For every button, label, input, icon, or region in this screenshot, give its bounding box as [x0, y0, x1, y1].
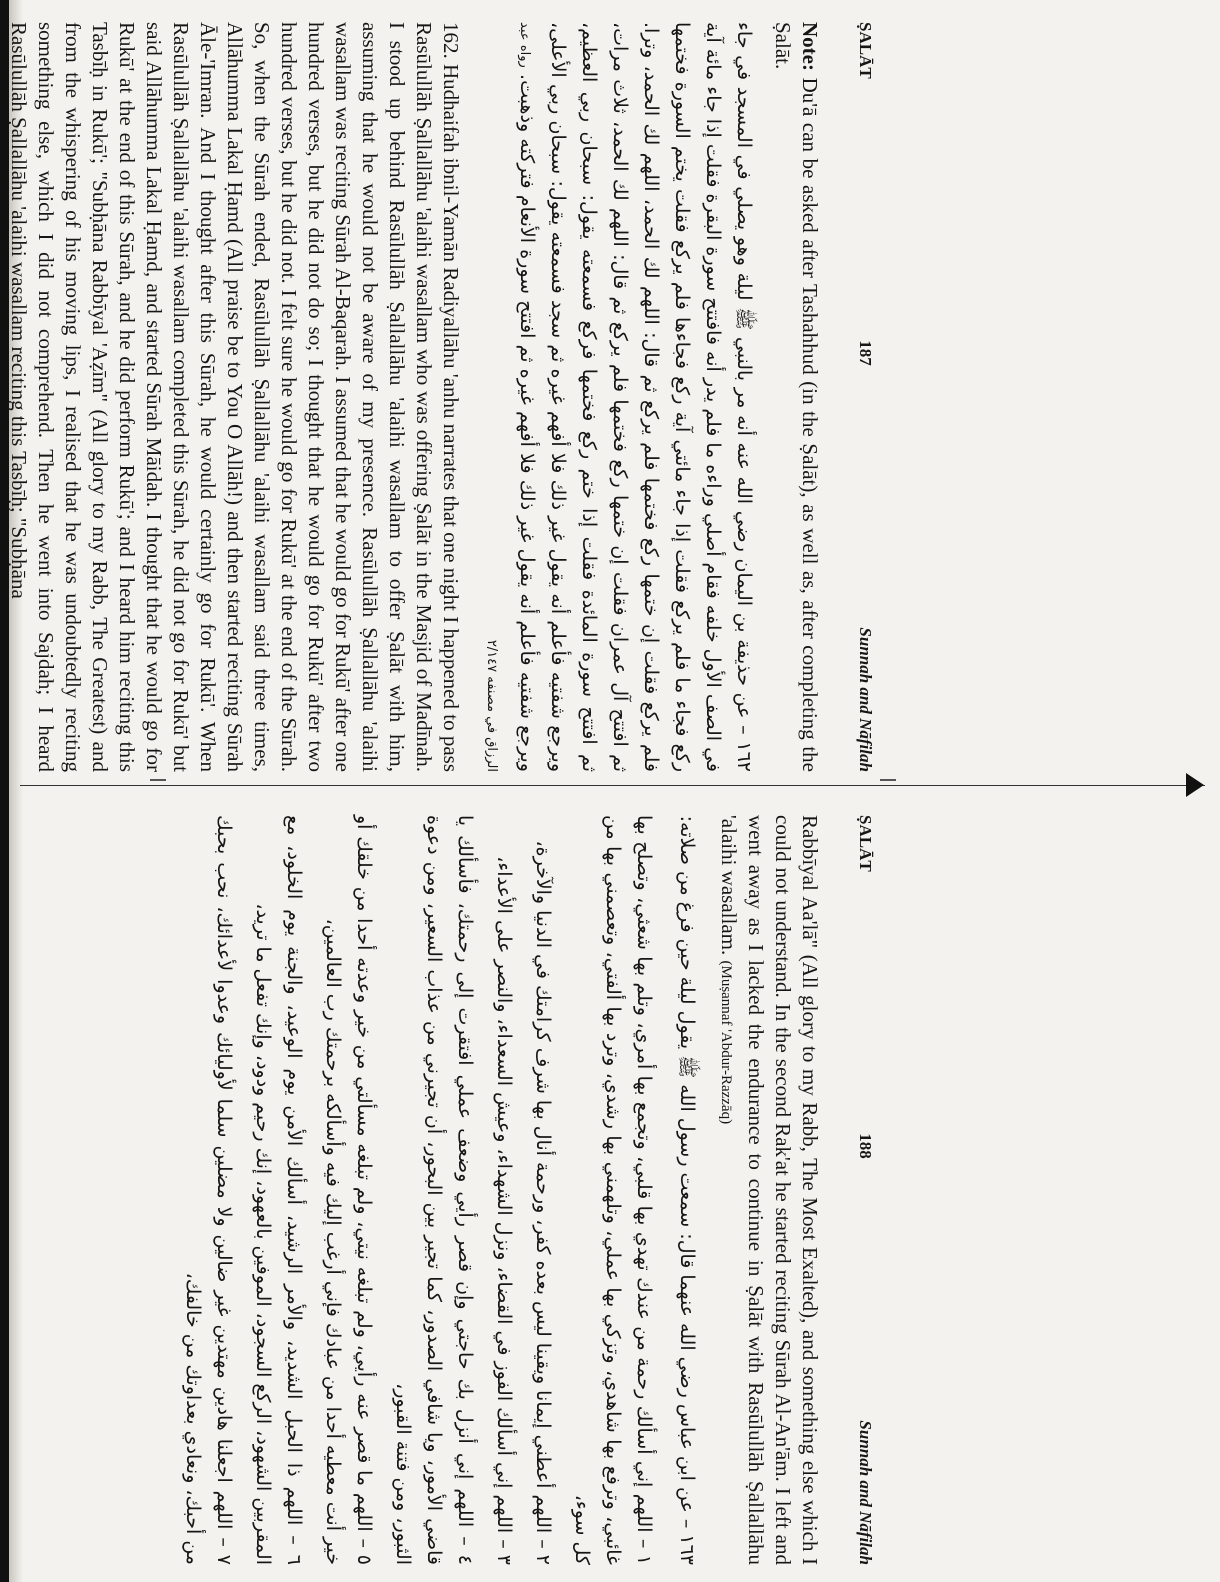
english-hadith-162-continued	[712, 815, 823, 1565]
arabic-dua-item-4: ٤ – اللهم إني أنزل بك حاجتي وإن قصر رأيي وضعف عملي افتقرت إلى رحمتك، فأسألك يا قاضي الأمور، ويا شافي الصدور، كما تجير بين البحور، أن تجيرني من عذاب السعير، ومن دعوة الثبور، ومن فتنة القبور،	[392, 815, 476, 1565]
arabic-dua-item-1: ١ – اللهم إني أسألك رحمة من عندك تهدي بها قلبي، وتجمع بها أمري، وتلم بها شعثي، وتصلح بها غائبي، وترفع بها شاهدي، وتزكي بها عملي، وتلهمني بها رشدي، وترد بها ألفتي، وتعصمني بها من كل سوء،	[571, 815, 655, 1565]
arabic-hadith-163-intro: ١٦٣ – عن ابن عباس رضي الله عنهما قال: سمعت رسول الله ﷺ يقول ليلة حين فرغ من صلاته:	[676, 815, 698, 1565]
arabic-dua-item-3: ٣ – اللهم إني أسألك الفوز في القضاء، ونزل الشهداء، وعيش السعداء، والنصر على الأعداء،	[493, 856, 515, 1565]
page-fold-line	[20, 785, 1205, 786]
page-187	[0, 22, 885, 772]
page-number: 188	[856, 1133, 875, 1159]
arabic-dua-item-7: ٧ – اللهم اجعلنا هادين مهتدين غير ضالين ولا مضلين سلما لأوليائك وعدوا لأعدائك، نحب بحبك من أحبك، ونعادي بعداوتك من خالفك،	[182, 815, 235, 1565]
header-section-right: Sunnah and Nāfilah	[856, 627, 875, 772]
page-number: 187	[856, 340, 875, 366]
english-continued-reference: (Muṣannaf 'Abdur-Razzāq)	[718, 960, 734, 1125]
page-188	[0, 815, 885, 1565]
english-hadith-162: 162. Hudhaifah ibnil-Yamān Radiyallāhu 'anhu narrates that one night I happened to pass Rasūlullāh Ṣallallāhu 'alaihi wasallam who was offering Ṣalāt in the Masjid of Madīnah. I stood up behind Rasūlullāh Ṣallallāhu 'alaihi wasallam to offer Ṣalāt with him, assuming that he would not be aware of my presence. Rasūlullāh Ṣallallāhu 'alaihi wasallam was reciting Sūrah Al-Baqarah. I assumed that he would go for Rukū' after one hundred verses, but he did not do so; I thought that he would go for Rukū' after two hundred verses, but he did not. I felt sure he would go for Rukū' at the end of the Sūrah. So, when the Sūrah ended, Rasūlullāh Ṣallallāhu 'alaihi wasallam said three times, Allāhumma Lakal Ḥamd (All praise be to You O Allāh!) and then started reciting Sūrah Āle-'Imran. And I thought after this Sūrah, he would certainly go for Rukū'. When Rasūlullāh Ṣallallāhu 'alaihi wasallam completed this Sūrah, he did not go for Rukū' but said Allāhumma Lakal Ḥamd, and started Sūrah Māidah. I thought that he would go for Rukū' at the end of this Sūrah, and he did perform Rukū'; and I heard him reciting this Tasbīḥ in Rukū'; "Subḥāna Rabbīyal 'Aẓīm" (All glory to my Rabb, The Greatest) and from the whispering of his moving lips, I realised that he was undoubtedly reciting something else, which I did not comprehend. Then he went into Sajdah; I heard Rasūlullāh Ṣallallāhu 'alaihi wasallam reciting this Tasbīḥ; "Subḥāna	[7, 22, 463, 772]
header-section-left: ṢALĀT	[856, 815, 875, 872]
running-head	[845, 22, 885, 772]
arabic-dua-item-6: ٦ – اللهم ذا الحبل الشديد، والأمر الرشيد، أسألك الأمن يوم الوعيد، والجنة يوم الخلود، مع المقربين الشهود، الركع السجود، الموفين بالعهود، إنك رحيم ودود، وإنك تفعل ما تريد،	[252, 815, 305, 1565]
note-label: Note:	[798, 22, 822, 71]
fold-arrow-icon	[1186, 773, 1204, 797]
arabic-hadith-162-reference: رواه عبد الرزاق في مصنفه ٢/١٤٧	[484, 22, 532, 772]
fold-tick-mark	[150, 779, 166, 793]
fold-tick-mark	[880, 779, 896, 793]
header-section-left: ṢALĀT	[856, 22, 875, 79]
header-section-right: Sunnah and Nāfilah	[856, 1420, 875, 1565]
arabic-hadith-162	[476, 22, 759, 772]
arabic-dua-item-5: ٥ – اللهم ما قصر عنه رأيي، ولم تبلغه نيتي، ولم تبلغه مسألتي من خير وعدته أحدا من خلقك أو خير أنت معطيه أحدا من عبادك فإني أرغب إليك فيه وأسألكه برحمتك رب العالمين،	[322, 815, 375, 1565]
arabic-hadith-162-text: ١٦٢ – عن حذيفة بن اليمان رضي الله عنه أنه مر بالنبي ﷺ ليلة وهو يصلي في المسجد في جاء في الصف الأول خلفه فقام أصلي وراءه ما فلم يدر أنه فافتتح سورة البقرة فقلت إذا جاء مائة آية ركع فجاء ما فلم يركع فقلت إذا جاء مائتي آية ركع فجاءها فلم يركع فقلت يختم السورة فختمها فلم يركع فقلت إن ختمها ركع فختمها فلم يركع ثم قال: اللهم لك الحمد، اللهم لك الحمد، وترا. ثم افتتح آل عمران فقلت إن ختمها ركع فختمها فلم يركع ثم قال: اللهم لك الحمد، ثلاث مرات، ثم افتتح سورة المائدة فقلت إذا ختم ركع فختمها فركع فسمعته يقول: سبحان ربي العظيم، ويرجع شفتيه فأعلم أنه يقول غير ذلك فلا أفهم غيره ثم سجد فسمعته يقول: سبحان ربي الأعلى، ويرجع شفتيه فأعلم أنه يقول غير ذلك فلا أفهم غيره ثم افتتح سورة الأنعام فتركته وذهبت.	[516, 22, 755, 772]
note-text: Du'ā can be asked after Tashahhud (in the Ṣalāt), as well as, after completing the Ṣalāt.	[771, 22, 822, 773]
note-paragraph	[769, 22, 823, 772]
arabic-dua-list	[177, 815, 659, 1565]
english-continued-text: Rabbīyal Aa'lā" (All glory to my Rabb, The Most Exalted), and something else which I could not understand. In the second Rak'at he started reciting Sūrah Al-An'ām. I left and went away as I lacked the endurance to continue in Ṣalāt with Rasūlullāh Ṣallallāhu 'alaihi wasallam.	[717, 815, 822, 1565]
arabic-dua-item-2: ٢ – اللهم أعطني إيمانا ويقينا ليس بعده كفر، ورحمة أنال بها شرف كرامتك في الدنيا والآخرة،	[532, 840, 554, 1565]
running-head	[845, 815, 885, 1565]
